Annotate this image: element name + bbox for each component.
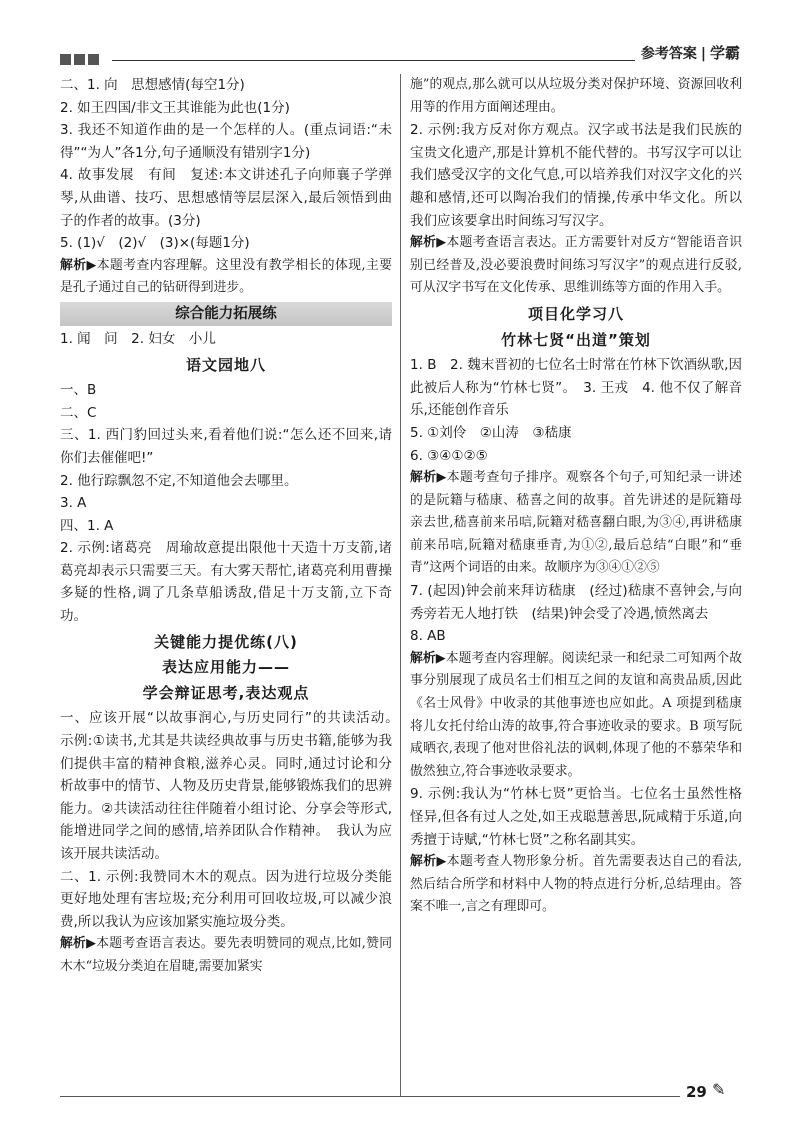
footer-rule bbox=[60, 1096, 680, 1097]
analysis-paragraph bbox=[410, 467, 742, 580]
header-squares bbox=[60, 50, 102, 69]
answer-line: 3. 我还不知道作曲的是一个怎样的人。(重点词语:“未得”“为人”各1分,句子通顺没有错别字1分) bbox=[60, 122, 392, 161]
answer-line: 二、1. 示例:我赞同木木的观点。因为进行垃圾分类能更好地处理有害垃圾;充分利用可回收垃圾,可以减少浪费,所以我认为应该加紧实施垃圾分类。 bbox=[60, 868, 392, 930]
left-column bbox=[60, 74, 406, 979]
answer-line: 一、B bbox=[60, 382, 97, 399]
analysis-label: 解析 bbox=[410, 650, 436, 666]
column-divider bbox=[400, 74, 401, 1096]
answer-line: 8. AB bbox=[410, 628, 446, 645]
section-subtitle: 学会辩证思考,表达观点 bbox=[142, 683, 310, 702]
analysis-paragraph bbox=[410, 648, 742, 784]
analysis-text: 本题考查内容理解。这里没有教学相长的体现,主要是孔子通过自己的钻研得到进步。 bbox=[60, 257, 393, 296]
section-title: 语文园地八 bbox=[185, 355, 266, 374]
section-subtitle: 竹林七贤“出道”策划 bbox=[501, 330, 651, 349]
analysis-text: 本题考查人物形象分析。首先需要表达自己的看法,然后结合所学和材料中人物的特点进行分析,总结理由。答案不唯一,言之有理即可。 bbox=[410, 854, 743, 915]
analysis-label: 解析 bbox=[60, 257, 87, 273]
answer-line: 3. A bbox=[60, 495, 87, 512]
analysis-text: 本题考查语言表达。正方需要针对反方“智能语音识别已经普及,没必要浪费时间练习写汉字”的观点进行反驳,可从汉字书写在文化传承、思维训练等方面的作用入手。 bbox=[410, 235, 743, 296]
answer-line: 二、C bbox=[60, 404, 97, 421]
arrow-icon: ▶ bbox=[436, 470, 447, 486]
answer-line: 1. B 2. 魏末晋初的七位名士时常在竹林下饮酒纵歌,因此被后人称为“竹林七贤”。 3. 王戎 4. 他不仅了解音乐,还能创作音乐 bbox=[410, 357, 742, 419]
answer-line: 一、应该开展“以故事润心,与历史同行”的共读活动。 示例:①读书,尤其是共读经典故事与历史书籍,能够为我们提供丰富的精神食粮,滋养心灵。同时,通过讨论和分析故事中的情节、人物及历史背景,能够锻炼我们的思辨能力。②共读活动往往伴随着小组讨论、分享会等形式,能增进同学之间的感情,培养团队合作精神。 我认为应该开展共读活动。 bbox=[60, 710, 406, 862]
analysis-text: 本题考查内容理解。阅读纪录一和纪录二可知两个故事分别展现了成员名士们相互之间的友谊和高贵品质,因此《名士风骨》中收录的其他事迹也应如此。A 项提到嵇康将儿女托付给山涛的故事,符合事迹收录的要求。B 项写阮咸晒衣,表现了他对世俗礼法的讽刺,体现了他的不慕荣华和傲然独立,符合事迹收录要求。 bbox=[410, 650, 743, 779]
answer-line: 2. 如王四国/非文王其谁能为此也(1分) bbox=[60, 99, 290, 116]
answer-line: 二、1. 向 思想感情(每空1分) bbox=[60, 77, 245, 93]
analysis-continued: 施”的观点,那么就可以从垃圾分类对保护环境、资源回收利用等的作用方面阐述理由。 bbox=[410, 77, 742, 115]
answer-line: 4. 故事发展 有间 复述:本文讲述孔子向师襄子学弹琴,从曲谱、技巧、思想感情等层层深入,最后领悟到曲子的作者的故事。(3分) bbox=[60, 167, 392, 229]
answer-line: 1. 闻 问 2. 妇女 小儿 bbox=[60, 330, 216, 347]
arrow-icon: ▶ bbox=[436, 854, 447, 870]
section-title: 关键能力提优练(八) bbox=[154, 632, 298, 651]
answer-line: 四、1. A bbox=[60, 517, 114, 534]
analysis-paragraph bbox=[60, 255, 392, 300]
answer-line: 2. 示例:诸葛亮 周瑜故意提出限他十天造十万支箭,诸葛亮却表示只需要三天。有大雾天帮忙,诸葛亮利用曹操多疑的性格,调了几条草船诱敌,借足十万支箭,立下奇功。 bbox=[60, 540, 392, 625]
analysis-paragraph bbox=[410, 851, 742, 919]
section-subtitle: 表达应用能力—— bbox=[161, 658, 290, 677]
answer-line: 三、1. 西门豹回过头来,看着他们说:“怎么还不回来,请你们去催催吧!” bbox=[60, 427, 392, 466]
analysis-text: 本题考查语言表达。要先表明赞同的观点,比如,赞同木木“垃圾分类迫在眉睫,需要加紧实 bbox=[60, 936, 392, 974]
analysis-label: 解析 bbox=[60, 936, 87, 952]
answer-line: 5. (1)√ (2)√ (3)×(每题1分) bbox=[60, 235, 250, 252]
brand-logo: 学霸 bbox=[709, 44, 740, 62]
right-column bbox=[410, 74, 742, 919]
analysis-label: 解析 bbox=[410, 470, 437, 486]
analysis-label: 解析 bbox=[410, 854, 437, 870]
header-separator: | bbox=[700, 46, 706, 62]
section-banner: 综合能力拓展练 bbox=[60, 302, 392, 326]
analysis-label: 解析 bbox=[410, 235, 437, 251]
pencil-icon: ✎ bbox=[712, 1080, 726, 1099]
answers-label: 参考答案 bbox=[640, 46, 697, 62]
answer-line: 2. 示例:我方反对你方观点。汉字或书法是我们民族的宝贵文化遗产,那是计算机不能代替的。书写汉字可以让我们感受汉字的文化气息,可以培养我们对汉字文化的兴趣和感情,还可以陶冶我们的情操,传承中华文化。所以我们应该要拿出时间练习写汉字。 bbox=[410, 122, 742, 229]
answer-line: 9. 示例:我认为“竹林七贤”更恰当。七位名士虽然性格怪异,但各有过人之处,如王戎聪慧善思,阮咸精于乐道,向秀擅于诗赋,“竹林七贤”之称名副其实。 bbox=[410, 786, 742, 848]
arrow-icon: ▶ bbox=[86, 257, 97, 273]
page-header bbox=[0, 0, 800, 68]
header-title bbox=[635, 42, 740, 63]
arrow-icon: ▶ bbox=[436, 235, 447, 251]
answer-line: 5. ①刘伶 ②山涛 ③嵇康 bbox=[410, 424, 572, 441]
arrow-icon: ▶ bbox=[86, 936, 97, 952]
analysis-paragraph bbox=[60, 933, 392, 978]
answer-line: 7. (起因)钟会前来拜访嵇康 (经过)嵇康不喜钟会,与向秀旁若无人地打铁 (结果)钟会受了冷遇,愤然离去 bbox=[410, 583, 742, 622]
analysis-text: 本题考查句子排序。观察各个句子,可知纪录一讲述的是阮籍与嵇康、嵇喜之间的故事。首先讲述的是阮籍母亲去世,嵇喜前来吊唁,阮籍对嵇喜翻白眼,为③④,再讲嵇康前来吊唁,阮籍对嵇康垂青,为①②,最后总结“白眼”和“垂青”这两个词语的由来。故顺序为③④①②⑤ bbox=[410, 470, 743, 576]
page-number: 29 bbox=[686, 1083, 707, 1101]
analysis-paragraph bbox=[410, 232, 742, 300]
arrow-icon: ▶ bbox=[435, 650, 446, 666]
answer-line: 6. ③④①②⑤ bbox=[410, 447, 488, 464]
answer-line: 2. 他行踪飘忽不定,不知道他会去哪里。 bbox=[60, 472, 298, 489]
section-title: 项目化学习八 bbox=[527, 304, 624, 323]
